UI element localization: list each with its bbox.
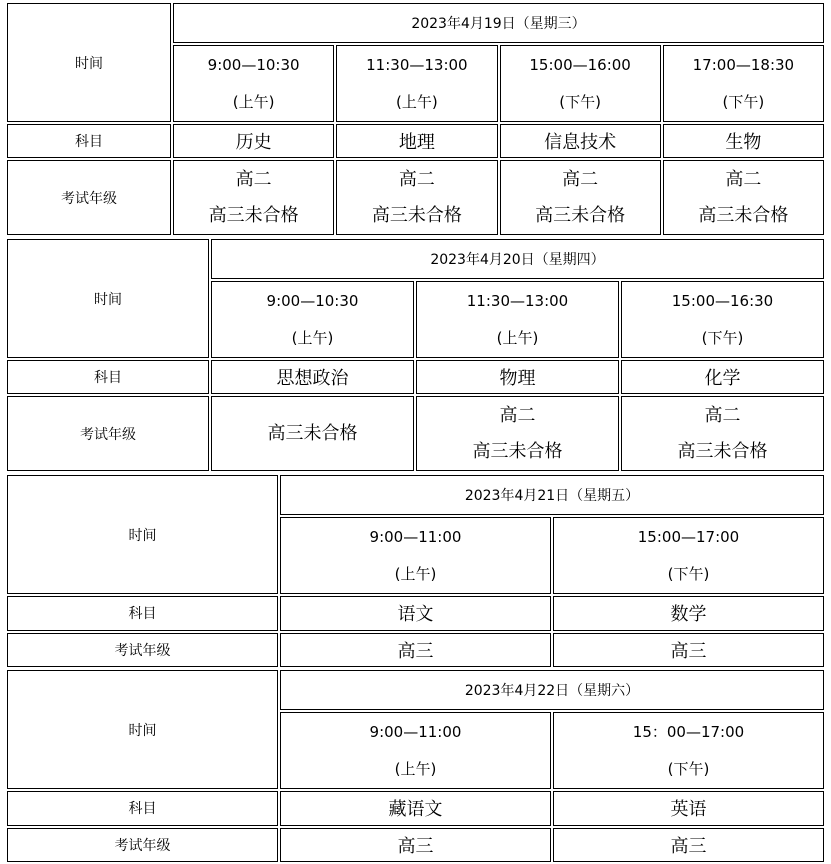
- time-range: 9:00—10:30: [207, 55, 300, 74]
- grade-line: 高三未合格: [208, 204, 299, 226]
- grade-line: 高三未合格: [698, 204, 789, 226]
- subject-cell: 物理: [416, 360, 619, 394]
- grade-label: 考试年级: [7, 828, 278, 862]
- grade-cell: [663, 160, 824, 235]
- grade-line: 高三未合格: [472, 440, 563, 462]
- time-period: (下午): [559, 92, 601, 111]
- subject-cell: 历史: [173, 124, 334, 158]
- time-cell: [336, 45, 497, 122]
- time-range: 9:00—11:00: [369, 527, 462, 546]
- subject-cell: 思想政治: [211, 360, 414, 394]
- time-period: (下午): [722, 92, 765, 111]
- time-period: (上午): [291, 328, 334, 347]
- subject-label: 科目: [7, 791, 278, 825]
- grade-line: 高二: [499, 404, 536, 426]
- time-range: 9:00—10:30: [266, 291, 359, 310]
- time-cell: [621, 281, 824, 358]
- grade-cell: [173, 160, 334, 235]
- time-cell: [211, 281, 414, 358]
- time-range: 11:30—13:00: [366, 55, 468, 74]
- subject-cell: 英语: [553, 791, 824, 825]
- schedule-table-day-3: [5, 473, 826, 669]
- time-range: 15:00—16:00: [529, 55, 631, 74]
- grade-cell: [621, 396, 824, 471]
- time-label: 时间: [7, 239, 209, 358]
- time-period: (下午): [667, 564, 710, 583]
- time-period: (上午): [496, 328, 539, 347]
- time-period: (上午): [394, 564, 437, 583]
- grade-cell: [500, 160, 661, 235]
- grade-cell: 高三: [280, 828, 551, 862]
- time-cell: [280, 712, 551, 789]
- subject-cell: 化学: [621, 360, 824, 394]
- grade-cell: [416, 396, 619, 471]
- time-cell: [416, 281, 619, 358]
- time-range: 15：00—17:00: [632, 722, 745, 741]
- time-cell: [553, 517, 824, 594]
- time-label: 时间: [7, 475, 278, 594]
- date-header: 2023年4月20日（星期四）: [211, 239, 824, 279]
- grade-line: 高三未合格: [371, 204, 462, 226]
- time-period: (下午): [701, 328, 744, 347]
- subject-label: 科目: [7, 124, 171, 158]
- grade-line: 高二: [398, 168, 435, 190]
- subject-label: 科目: [7, 596, 278, 630]
- time-period: (上午): [232, 92, 275, 111]
- grade-label: 考试年级: [7, 633, 278, 667]
- grade-cell: [211, 396, 414, 471]
- time-period: (下午): [667, 759, 710, 778]
- schedule-table-day-1: [5, 1, 826, 237]
- time-range: 15:00—16:30: [671, 291, 774, 310]
- grade-cell: 高三: [553, 828, 824, 862]
- time-range: 15:00—17:00: [637, 527, 740, 546]
- date-header: 2023年4月21日（星期五）: [280, 475, 824, 515]
- grade-line: 高二: [725, 168, 762, 190]
- grade-line: 高三未合格: [677, 440, 768, 462]
- date-header: 2023年4月19日（星期三）: [173, 3, 824, 43]
- subject-cell: 藏语文: [280, 791, 551, 825]
- grade-cell: 高三: [280, 633, 551, 667]
- grade-label: 考试年级: [7, 396, 209, 471]
- time-cell: [280, 517, 551, 594]
- time-range: 11:30—13:00: [466, 291, 569, 310]
- time-cell: [173, 45, 334, 122]
- date-header: 2023年4月22日（星期六）: [280, 670, 824, 710]
- time-cell: [553, 712, 824, 789]
- subject-cell: 语文: [280, 596, 551, 630]
- time-label: 时间: [7, 3, 171, 122]
- time-range: 9:00—11:00: [369, 722, 462, 741]
- subject-cell: 信息技术: [500, 124, 661, 158]
- subject-cell: 数学: [553, 596, 824, 630]
- schedule-table-day-2: [5, 237, 826, 473]
- grade-line: 高三未合格: [535, 204, 626, 226]
- time-period: (上午): [394, 759, 437, 778]
- grade-line: 高二: [704, 404, 741, 426]
- grade-cell: [336, 160, 497, 235]
- time-label: 时间: [7, 670, 278, 789]
- grade-cell: 高三: [553, 633, 824, 667]
- subject-cell: 生物: [663, 124, 824, 158]
- time-period: (上午): [396, 92, 438, 111]
- subject-cell: 地理: [336, 124, 497, 158]
- time-cell: [663, 45, 824, 122]
- subject-label: 科目: [7, 360, 209, 394]
- grade-line: 高三未合格: [267, 422, 358, 444]
- time-cell: [500, 45, 661, 122]
- grade-label: 考试年级: [7, 160, 171, 235]
- schedule-table-day-4: [5, 668, 826, 864]
- grade-line: 高二: [235, 168, 272, 190]
- grade-line: 高二: [562, 168, 599, 190]
- time-range: 17:00—18:30: [692, 55, 795, 74]
